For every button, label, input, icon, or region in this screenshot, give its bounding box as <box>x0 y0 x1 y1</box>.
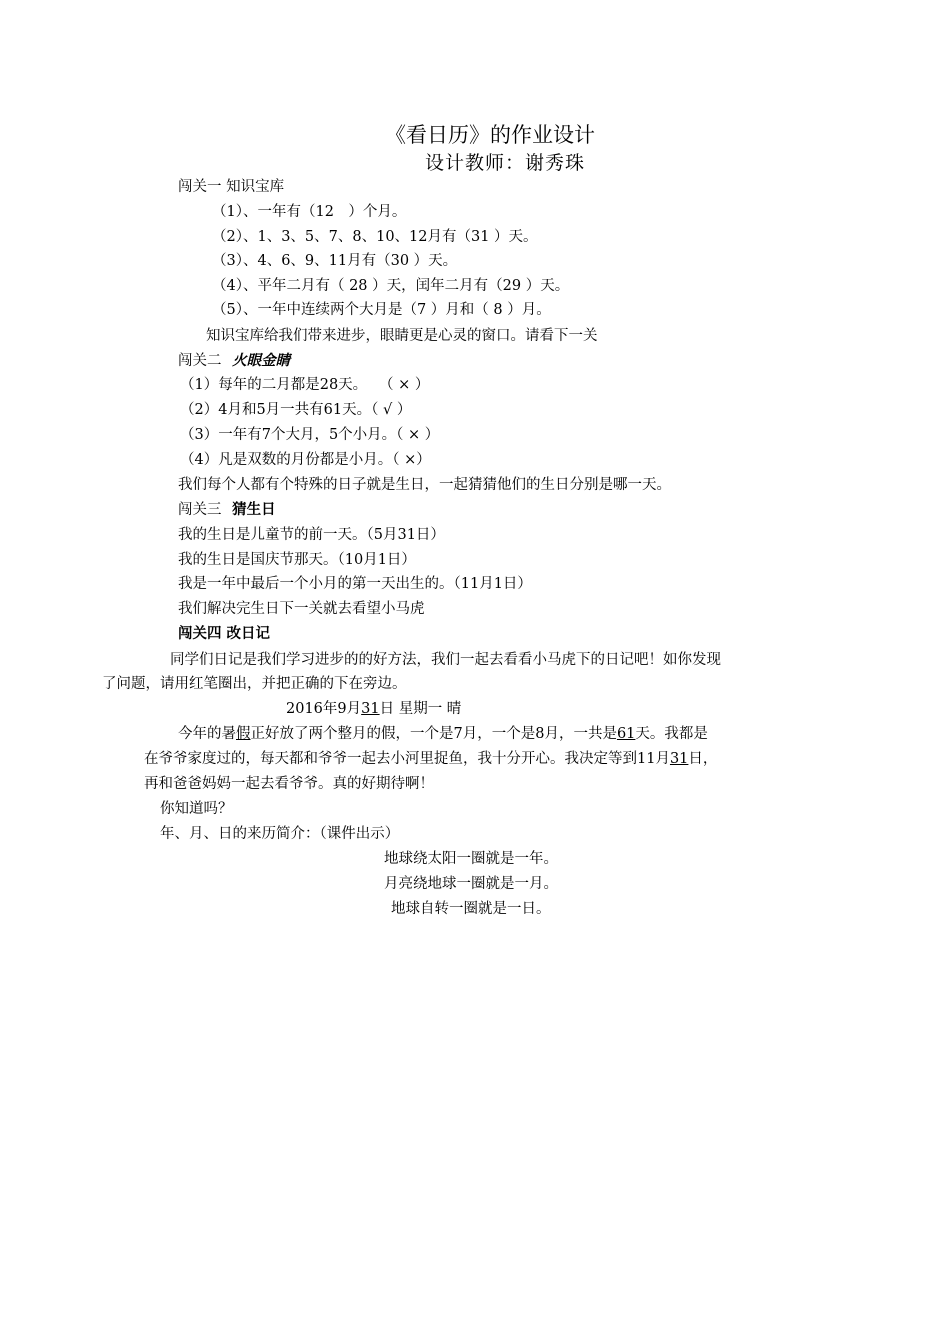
level1-item-2: （2）、1、3、5、7、8、10、12月有（31 ）天。 <box>212 229 538 245</box>
level2-item-3: （3）一年有7个大月，5个小月。（ × ） <box>180 427 440 443</box>
level2-item-2: （2）4月和5月一共有61天。（ √ ） <box>180 402 412 418</box>
level2-heading <box>178 350 290 372</box>
diary-date-suffix: 日 星期一 晴 <box>379 701 462 717</box>
document-title: 《看日历》的作业设计 <box>385 123 595 147</box>
level4-intro-line2: 了问题，请用红笔圈出，并把正确的下在旁边。 <box>102 676 407 692</box>
diary-text: 今年的暑 <box>178 726 236 742</box>
level3-item-1: 我的生日是儿童节的前一天。（5月31日） <box>178 527 445 543</box>
level1-item-3: （3）、4、6、9、11月有（30 ）天。 <box>212 253 458 269</box>
extra-intro: 年、月、日的来历简介：（课件出示） <box>160 826 400 842</box>
level1-item-5: （5）、一年中连续两个大月是（7 ）月和（ 8 ）月。 <box>212 302 551 318</box>
level2-item-4: （4）凡是双数的月份都是小月。（ ×） <box>180 452 431 468</box>
diary-line-3: 再和爸爸妈妈一起去看爷爷。真的好期待啊！ <box>144 776 434 792</box>
level1-item-4: （4）、平年二月有（ 28 ）天，闰年二月有（29 ）天。 <box>212 278 570 294</box>
level3-heading <box>178 499 276 521</box>
extra-question: 你知道吗？ <box>160 801 233 817</box>
diary-date <box>286 698 461 720</box>
diary-date-day: 31 <box>361 701 380 717</box>
extra-fact-1: 地球绕太阳一圈就是一年。 <box>384 851 558 867</box>
diary-error-mark: 61 <box>616 726 636 742</box>
diary-text: 正好放了两个整月的假，一个是7月，一个是8月，一共是 <box>250 726 617 742</box>
level2-item-1: （1）每年的二月都是28天。 （ × ） <box>180 377 430 393</box>
extra-fact-2: 月亮绕地球一圈就是一月。 <box>384 876 558 892</box>
level1-transition: 知识宝库给我们带来进步，眼睛更是心灵的窗口。请看下一关 <box>206 328 598 344</box>
level2-heading-prefix: 闯关二 <box>178 353 222 369</box>
level3-heading-title: 猜生日 <box>232 502 276 518</box>
diary-error-mark: 31 <box>669 751 689 767</box>
diary-error-mark: 假 <box>236 726 251 742</box>
diary-line-2 <box>144 748 717 770</box>
level4-intro-line1: 同学们日记是我们学习进步的的好方法，我们一起去看看小马虎下的日记吧！如你发现 <box>170 652 721 668</box>
document-subtitle: 设计教师：谢秀珠 <box>424 152 585 174</box>
diary-line-1 <box>178 723 708 745</box>
extra-fact-3: 地球自转一圈就是一日。 <box>391 901 551 917</box>
level3-item-3: 我是一年中最后一个小月的第一天出生的。（11月1日） <box>178 576 532 592</box>
diary-text: 在爷爷家度过的，每天都和爷爷一起去小河里捉鱼，我十分开心。我决定等到11月 <box>144 751 670 767</box>
level2-transition: 我们每个人都有个特殊的日子就是生日，一起猜猜他们的生日分别是哪一天。 <box>178 477 671 493</box>
level3-heading-prefix: 闯关三 <box>178 502 222 518</box>
level3-transition: 我们解决完生日下一关就去看望小马虎 <box>178 601 425 617</box>
level2-heading-title: 火眼金睛 <box>232 353 291 369</box>
level4-heading: 闯关四 改日记 <box>178 626 271 642</box>
level1-item-1: （1）、一年有（12 ）个月。 <box>212 204 407 220</box>
diary-text: 日， <box>688 751 718 767</box>
level3-item-2: 我的生日是国庆节那天。（10月1日） <box>178 552 416 568</box>
level1-heading: 闯关一 知识宝库 <box>178 179 285 195</box>
diary-text: 天。我都是 <box>635 726 708 742</box>
diary-date-prefix: 2016年9月 <box>286 701 362 717</box>
